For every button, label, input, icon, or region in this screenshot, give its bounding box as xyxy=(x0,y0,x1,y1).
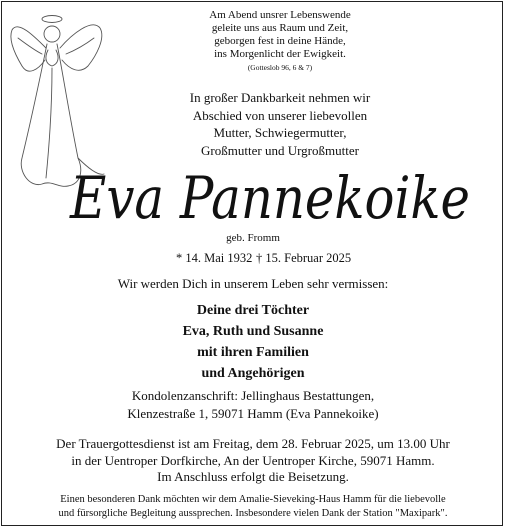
intro-line: Mutter, Schwiegermutter, xyxy=(213,125,347,140)
birth-date: * 14. Mai 1932 xyxy=(176,251,253,265)
service-line: Der Trauergottesdienst ist am Freitag, dem 28. Februar 2025, um 13.00 Uhr xyxy=(56,436,450,451)
family-line: Deine drei Töchter xyxy=(196,303,310,318)
deceased-name xyxy=(60,158,480,236)
intro-line: Abschied von unserer liebevollen xyxy=(192,107,368,123)
poem-line: geborgen fest in deine Hände, xyxy=(214,35,346,47)
service-line: Im Anschluss erfolgt die Beisetzung. xyxy=(157,469,349,484)
family-signature xyxy=(0,300,506,384)
condolence-line: Kondolenzanschrift: Jellinghaus Bestattungen, xyxy=(131,388,375,403)
miss-line: Wir werden Dich in unserem Leben sehr vermissen: xyxy=(117,276,389,291)
maiden-name: geb. Fromm xyxy=(226,232,280,244)
death-date: † 15. Februar 2025 xyxy=(256,251,352,265)
poem-line: Am Abend unsrer Lebenswende xyxy=(209,9,351,21)
service-line: in der Uentroper Dorfkirche, An der Uentroper Kirche, 59071 Hamm. xyxy=(71,452,435,468)
deceased-name-text: Eva Pannekoike xyxy=(69,164,470,232)
poem xyxy=(160,9,400,74)
family-line: und Angehörigen xyxy=(201,366,305,381)
poem-line: geleite uns aus Raum und Zeit, xyxy=(211,22,349,34)
thanks-note xyxy=(0,493,506,521)
condolence-address xyxy=(0,387,506,423)
poem-source: (Gotteslob 96, 6 & 7) xyxy=(247,63,313,72)
family-line: mit ihren Familien xyxy=(197,345,309,360)
service-info xyxy=(0,436,506,486)
intro-text xyxy=(130,89,430,159)
thanks-line: Einen besonderen Dank möchten wir dem Amalie-Sieveking-Haus Hamm für die liebevolle xyxy=(60,494,446,505)
thanks-line: und fürsorgliche Begleitung aussprechen. Insbesondere vielen Dank der Station "Maxipark". xyxy=(58,508,448,519)
intro-line: In großer Dankbarkeit nehmen wir xyxy=(189,90,371,105)
family-line: Eva, Ruth und Susanne xyxy=(182,324,324,339)
poem-line: ins Morgenlicht der Ewigkeit. xyxy=(214,48,346,60)
intro-line: Großmutter und Urgroßmutter xyxy=(201,142,359,158)
condolence-line: Klenzestraße 1, 59071 Hamm (Eva Pannekoike) xyxy=(127,406,379,421)
